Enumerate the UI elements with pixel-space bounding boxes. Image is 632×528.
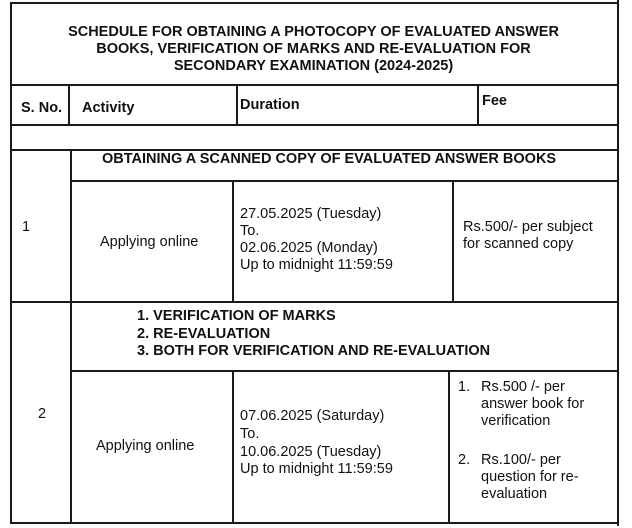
section1-divider-duration xyxy=(452,180,454,302)
border-bottom xyxy=(10,522,619,524)
section2-heading-3: 3. BOTH FOR VERIFICATION AND RE-EVALUATION xyxy=(137,343,491,359)
header-duration: Duration xyxy=(240,97,300,113)
section2-fee1-line-3: verification xyxy=(481,413,551,429)
section1-heading-rule xyxy=(70,180,619,182)
section2-duration-line-1: 07.06.2025 (Saturday) xyxy=(240,408,385,424)
header-sno: S. No. xyxy=(21,100,63,116)
section2-fee1-line-2: answer book for xyxy=(481,396,585,412)
header-bottom-rule xyxy=(10,124,619,126)
section2-heading-2: 2. RE-EVALUATION xyxy=(137,326,271,342)
section2-sno-divider xyxy=(70,301,72,523)
border-top xyxy=(10,2,619,4)
section1-duration-line-3: 02.06.2025 (Monday) xyxy=(240,240,378,256)
section1-heading: OBTAINING A SCANNED COPY OF EVALUATED ANSWER BOOKS xyxy=(102,151,557,167)
section2-fee2-line-1: Rs.100/- per xyxy=(481,452,561,468)
section2-fee1-line-1: Rs.500 /- per xyxy=(481,379,565,395)
section2-fee2-number: 2. xyxy=(458,452,471,468)
section2-activity: Applying online xyxy=(96,438,195,454)
section1-activity: Applying online xyxy=(100,234,199,250)
section1-divider-activity xyxy=(232,180,234,302)
border-left xyxy=(10,2,12,524)
title-line-2: BOOKS, VERIFICATION OF MARKS AND RE-EVALUATION FOR xyxy=(96,41,531,57)
header-divider-3 xyxy=(477,84,479,126)
section2-heading-rule xyxy=(70,370,619,372)
header-top-rule xyxy=(10,84,619,86)
section1-fee-line-2: for scanned copy xyxy=(463,236,574,252)
section1-sno-divider xyxy=(70,149,72,302)
section1-sno: 1 xyxy=(22,219,31,235)
section2-fee2-line-3: evaluation xyxy=(481,486,548,502)
title-line-3: SECONDARY EXAMINATION (2024-2025) xyxy=(173,58,454,74)
section2-duration-line-3: 10.06.2025 (Tuesday) xyxy=(240,444,382,460)
section2-fee1-number: 1. xyxy=(458,379,471,395)
section2-fee2-line-2: question for re- xyxy=(481,469,579,485)
section2-divider-duration xyxy=(448,370,450,523)
section2-duration-line-2: To. xyxy=(240,426,260,442)
section1-duration-line-2: To. xyxy=(240,223,260,239)
header-divider-2 xyxy=(236,84,238,126)
header-divider-1 xyxy=(68,84,70,126)
section2-sno: 2 xyxy=(38,406,47,422)
section1-fee-line-1: Rs.500/- per subject xyxy=(463,219,593,235)
section1-duration-line-1: 27.05.2025 (Tuesday) xyxy=(240,206,382,222)
border-right xyxy=(617,0,619,526)
section2-divider-activity xyxy=(232,370,234,523)
header-fee: Fee xyxy=(482,93,507,109)
title-line-1: SCHEDULE FOR OBTAINING A PHOTOCOPY OF EVALUATED ANSWER xyxy=(68,24,559,40)
section1-duration-line-4: Up to midnight 11:59:59 xyxy=(240,257,393,273)
section2-duration-line-4: Up to midnight 11:59:59 xyxy=(240,461,393,477)
section2-heading-1: 1. VERIFICATION OF MARKS xyxy=(137,308,336,324)
header-activity: Activity xyxy=(82,100,135,116)
section1-bottom-rule xyxy=(10,301,619,303)
